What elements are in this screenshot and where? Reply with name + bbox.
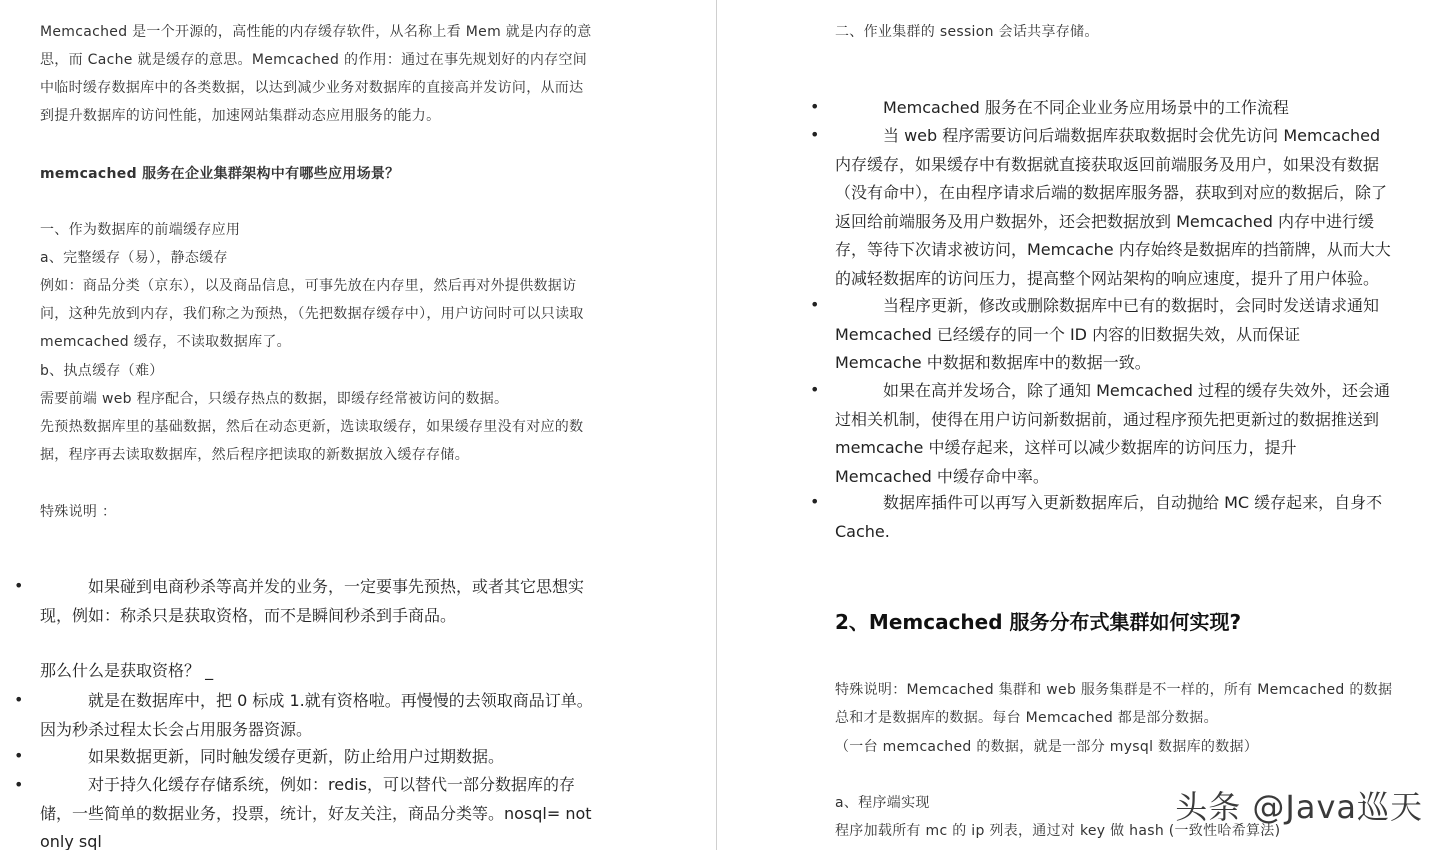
b-text-2: 先预热数据库里的基础数据，然后在动态更新，选读取缓存，如果缓存里没有对应的数据，程序再去读取数据库，然后程序把读取的新数据放入缓存存储。 xyxy=(40,419,584,463)
intro-paragraph: Memcached 是一个开源的，高性能的内存缓存软件，从名称上看 Mem 就是内存的意思，而 Cache 就是缓存的意思。Memcached 的作用：通过在事先规划好的内存空间中临时缓存数据库中的各类数据，以达到减少业务对数据库的直接高并发访问，从而达到提升数据库的访问性能，加速网站集群动态应用服务的能力。 xyxy=(40,24,592,124)
right-bullet-5: 数据库插件可以再写入更新数据库后，自动抛给 MC 缓存起来，自身不 Cache. xyxy=(835,493,1388,541)
right-bullet-4: 如果在高并发场合，除了通知 Memcached 过程的缓存失效外，还会通过相关机制，使得在用户访问新数据前，通过程序预先把更新过的数据推送到 memcache 中缓存起来，这样可以减少数据库的访问压力，提升 Memcached 中缓存命中率。 xyxy=(835,381,1390,486)
a-example: 例如：商品分类（京东），以及商品信息，可事先放在内存里，然后再对外提供数据访问，这种先放到内存，我们称之为预热，（先把数据存缓存中），用户访问时可以只读取 memcached 缓存，不读取数据库了。 xyxy=(40,278,589,350)
program-side-title: a、程序端实现 xyxy=(835,795,930,811)
distribution-note: 特殊说明：Memcached 集群和 web 服务集群是不一样的，所有 Memcached 的数据总和才是数据库的数据。每台 Memcached 都是部分数据。 xyxy=(835,682,1393,726)
bullet-dot: • xyxy=(14,746,24,765)
b-text-1: 需要前端 web 程序配合，只缓存热点的数据，即缓存经常被访问的数据。 xyxy=(40,391,509,407)
question-2: 那么什么是获取资格？ _ xyxy=(40,661,214,680)
special-note: 特殊说明 ： xyxy=(40,504,117,520)
bullet-dot: • xyxy=(810,97,820,116)
right-bullet-1: Memcached 服务在不同企业业务应用场景中的工作流程 xyxy=(883,98,1289,117)
bullet-dot: • xyxy=(14,690,24,709)
left-bullet-2: 就是在数据库中，把 0 标成 1.就有资格啦。再慢慢的去领取商品订单。因为秒杀过程太长会占用服务器资源。 xyxy=(40,691,593,739)
watermark-logo: 头条 @Java巡天 xyxy=(1175,788,1423,826)
left-bullet-3: 如果数据更新，同时触发缓存更新，防止给用户过期数据。 xyxy=(88,747,505,766)
question-heading: memcached 服务在企业集群架构中有哪些应用场景？ xyxy=(40,166,400,182)
bullet-dot: • xyxy=(810,380,820,399)
section2-title: 二、作业集群的 session 会话共享存储。 xyxy=(835,24,1099,40)
left-bullet-4: 对于持久化缓存存储系统，例如：redis，可以替代一部分数据库的存储，一些简单的数据业务，投票，统计，好友关注，商品分类等。nosql= not only sql xyxy=(40,775,597,850)
right-bullet-3: 当程序更新，修改或删除数据库中已有的数据时，会同时发送请求通知 Memcached 已经缓存的同一个 ID 内容的旧数据失效，从而保证 Memcache 中数据和数据库中的数据一致。 xyxy=(835,296,1385,372)
right-page xyxy=(717,0,1451,850)
section-heading-2: 2、Memcached 服务分布式集群如何实现? xyxy=(835,610,1242,634)
bullet-dot: • xyxy=(810,492,820,511)
right-bullet-2: 当 web 程序需要访问后端数据库获取数据时会优先访问 Memcached 内存缓存，如果缓存中有数据就直接获取返回前端服务及用户，如果没有数据（没有命中），在由程序请求后端的数据库服务器，获取到对应的数据后，除了返回给前端服务及用户数据外，还会把数据放到 Memcached 内存中进行缓存，等待下次请求被访问，Memcache 内存始终是数据库的挡箭牌，从而大大的减轻数据库的访问压力，提高整个网站架构的响应速度，提升了用户体验。 xyxy=(835,126,1391,288)
b-title: b、执点缓存（难） xyxy=(40,363,164,379)
bullet-dot: • xyxy=(14,576,24,595)
program-side-text: 程序加载所有 mc 的 ip 列表，通过对 key 做 hash (一致性哈希算法) xyxy=(835,823,1281,839)
bullet-dot: • xyxy=(810,125,820,144)
a-title: a、完整缓存（易），静态缓存 xyxy=(40,250,228,266)
bullet-dot: • xyxy=(810,295,820,314)
section1-title: 一、作为数据库的前端缓存应用 xyxy=(40,222,241,238)
distribution-note-2: （一台 memcached 的数据，就是一部分 mysql 数据库的数据） xyxy=(835,739,1259,755)
left-bullet-1: 如果碰到电商秒杀等高并发的业务，一定要事先预热，或者其它思想实现，例如：称杀只是获取资格，而不是瞬间秒杀到手商品。 xyxy=(40,577,585,625)
left-page xyxy=(0,0,716,850)
bullet-dot: • xyxy=(14,775,24,794)
